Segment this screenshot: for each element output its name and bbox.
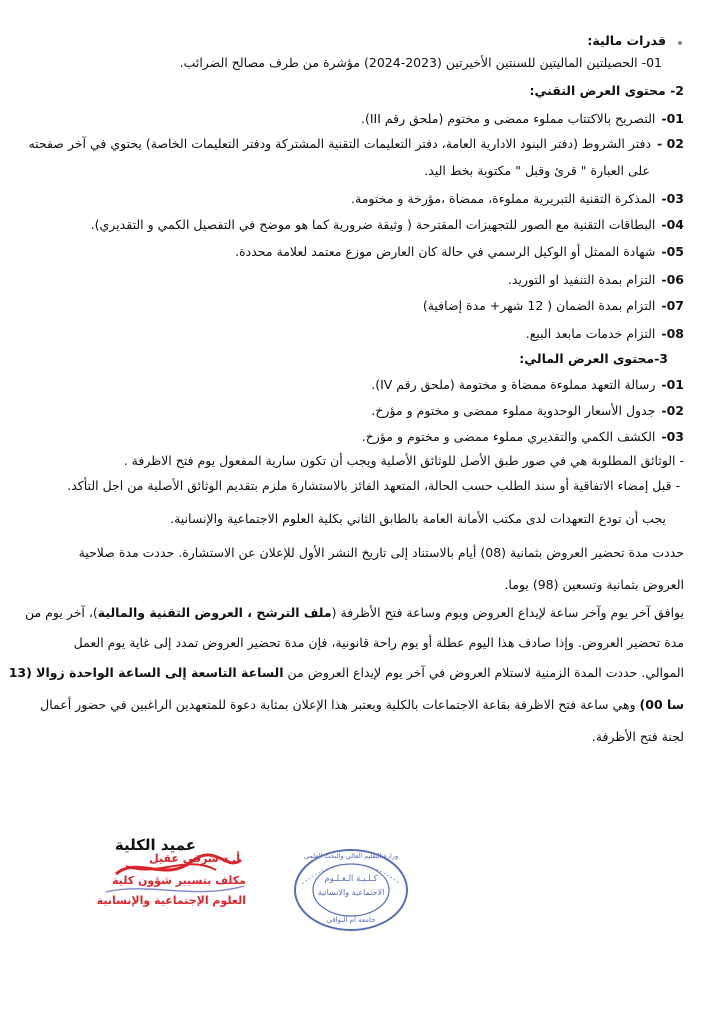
bullet-icon xyxy=(678,41,682,45)
paragraph-prep-period-line-1: حددت مدة تحضير العروض بثمانية (08) أيام بالاستناد إلى تاريخ النشر الأول للإعلان عن الاستشارة. حددت مدة صلاحية xyxy=(78,545,684,560)
technical-item-03 xyxy=(351,190,684,208)
technical-item-08 xyxy=(526,325,684,343)
paragraph-deadline-line-4 xyxy=(40,696,684,714)
item-number: 02 - xyxy=(657,136,684,151)
item-number: 01- xyxy=(661,377,684,392)
item-number: 01- xyxy=(661,111,684,126)
signature-role: مكلف بتسيير شؤون كلية xyxy=(112,874,246,887)
technical-item-06 xyxy=(508,271,684,289)
item-number: 08- xyxy=(661,326,684,341)
item-text: البطاقات التقنية مع الصور للتجهيزات المقترحة ( وثيقة ضرورية كما هو موضح في التفصيل الكمي و التقديري). xyxy=(90,217,656,232)
item-text: على العبارة " قرئ وقبل " مكتوبة بخط اليد. xyxy=(424,163,650,178)
paragraph-deadline-line-2: مدة تحضير العروض. وإذا صادف هذا اليوم عطلة أو يوم راحة قانونية، فإن مدة تحضير العروض تمدد إلى غاية يوم العمل xyxy=(73,635,684,650)
financial-item-01 xyxy=(371,376,684,394)
dean-title: عميد الكلية xyxy=(114,836,196,854)
item-number: 07- xyxy=(661,298,684,313)
faculty-stamp xyxy=(292,848,410,932)
item-text: الكشف الكمي والتقديري مملوء ممضى و مختوم و مؤرخ. xyxy=(361,429,656,444)
financial-capacity-heading: قدرات مالية: xyxy=(587,33,666,48)
financial-item-02 xyxy=(371,402,684,420)
item-number: 04- xyxy=(661,217,684,232)
stamp-center-line-2: الاجتماعية والانسانية xyxy=(317,888,385,897)
paragraph-deadline-line-5: لجنة فتح الأظرفة. xyxy=(591,729,684,744)
paragraph-deadline-line-1 xyxy=(25,604,684,622)
item-text: رسالة التعهد مملوءة ممضاة و مختومة (ملحق رقم IV). xyxy=(371,377,656,392)
technical-item-02 xyxy=(28,135,684,153)
paragraph-prep-period-line-2: العروض بثمانية وتسعين (98) يوما. xyxy=(504,577,684,592)
text-segment: )، آخر يوم من xyxy=(24,605,98,620)
text-segment: يوافق آخر يوم وآخر ساعة لإيداع العروض ويوم وساعة فتح الأظرفة ( xyxy=(331,605,684,620)
item-text: التزام بمدة التنفيذ او التوريد. xyxy=(507,272,656,287)
note-original-documents: - قبل إمضاء الاتفاقية أو سند الطلب حسب الحالة، المتعهد الفائز بالاستشارة ملزم بتقديم الوثائق الأصلية من اجل التأكد. xyxy=(67,478,680,493)
financial-capacity-item-1: 01- الحصيلتين الماليتين للسنتين الأخيرتين (2023-2024) مؤشرة من طرف مصالح الضرائب. xyxy=(179,55,662,70)
financial-item-03 xyxy=(362,428,684,446)
item-text: المذكرة التقنية التبريرية مملوءة، ممضاة ،مؤرخة و مختومة. xyxy=(351,191,656,206)
text-segment: وهي ساعة فتح الاظرفة بقاعة الاجتماعات بالكلية ويعتبر هذا الإعلان بمثابة دعوة للمتعهدين الراغبين في حضور أعمال xyxy=(40,697,640,712)
item-text: التزام بمدة الضمان ( 12 شهر+ مدة إضافية) xyxy=(422,298,656,313)
paragraph-deadline-line-3 xyxy=(9,664,684,682)
technical-item-07 xyxy=(423,297,684,315)
technical-item-01 xyxy=(361,110,684,128)
dean-signature xyxy=(96,852,246,922)
financial-offer-heading: 3-محتوى العرض المالي: xyxy=(519,351,668,366)
item-text: التزام خدمات مابعد البيع. xyxy=(525,326,656,341)
item-text: جدول الأسعار الوحدوية مملوء ممضى و مختوم و مؤرخ. xyxy=(371,403,656,418)
note-submission-office: يجب أن تودع التعهدات لدى مكتب الأمانة العامة بالطابق الثاني بكلية العلوم الاجتماعية والإنسانية. xyxy=(170,511,666,526)
signature-faculty: العلوم الإجتماعية والإنسانية xyxy=(96,894,246,907)
item-number: 03- xyxy=(661,429,684,444)
item-number: 06- xyxy=(661,272,684,287)
technical-item-02-cont xyxy=(424,162,650,180)
item-number: 05- xyxy=(661,244,684,259)
text-segment-bold: الساعة التاسعة إلى الساعة الواحدة زوالا (13 xyxy=(8,665,284,680)
text-segment-bold: ملف الترشح ، العروض التقنية والمالية xyxy=(97,605,332,620)
technical-offer-heading: 2- محتوى العرض التقني: xyxy=(529,83,684,98)
item-number: 03- xyxy=(661,191,684,206)
note-certified-copies: - الوثائق المطلوبة هي في صور طبق الأصل للوثائق الأصلية ويجب أن تكون سارية المفعول يوم فتح الاظرفة . xyxy=(123,453,684,468)
technical-item-04 xyxy=(91,216,684,234)
item-number: 02- xyxy=(661,403,684,418)
signature-name: أ. د شرقي عقيل xyxy=(149,852,240,865)
stamp-ring-text: وزارة التعليم العالي والبحث العلمي xyxy=(303,852,399,860)
item-text: التصريح بالاكتتاب مملوء ممضى و مختوم (ملحق رقم III). xyxy=(360,111,656,126)
item-text: شهادة الممثل أو الوكيل الرسمي في حالة كان العارض موزع معتمد لعلامة محددة. xyxy=(235,244,656,259)
technical-item-05 xyxy=(235,243,684,261)
text-segment: الموالي. حددت المدة الزمنية لاستلام العروض في آخر يوم لإيداع العروض من xyxy=(283,665,684,680)
item-text: دفتر الشروط (دفتر البنود الادارية العامة، دفتر التعليمات التقنية المشتركة ودفتر التعليمات الخاصة) يحتوي في آخر صفحته xyxy=(28,136,652,151)
stamp-bottom-text: جامعة ام البواقي xyxy=(326,916,376,924)
text-segment-bold: سا 00) xyxy=(639,697,684,712)
stamp-center-line-1: كـلـيـة الـعـلـوم xyxy=(324,874,378,884)
